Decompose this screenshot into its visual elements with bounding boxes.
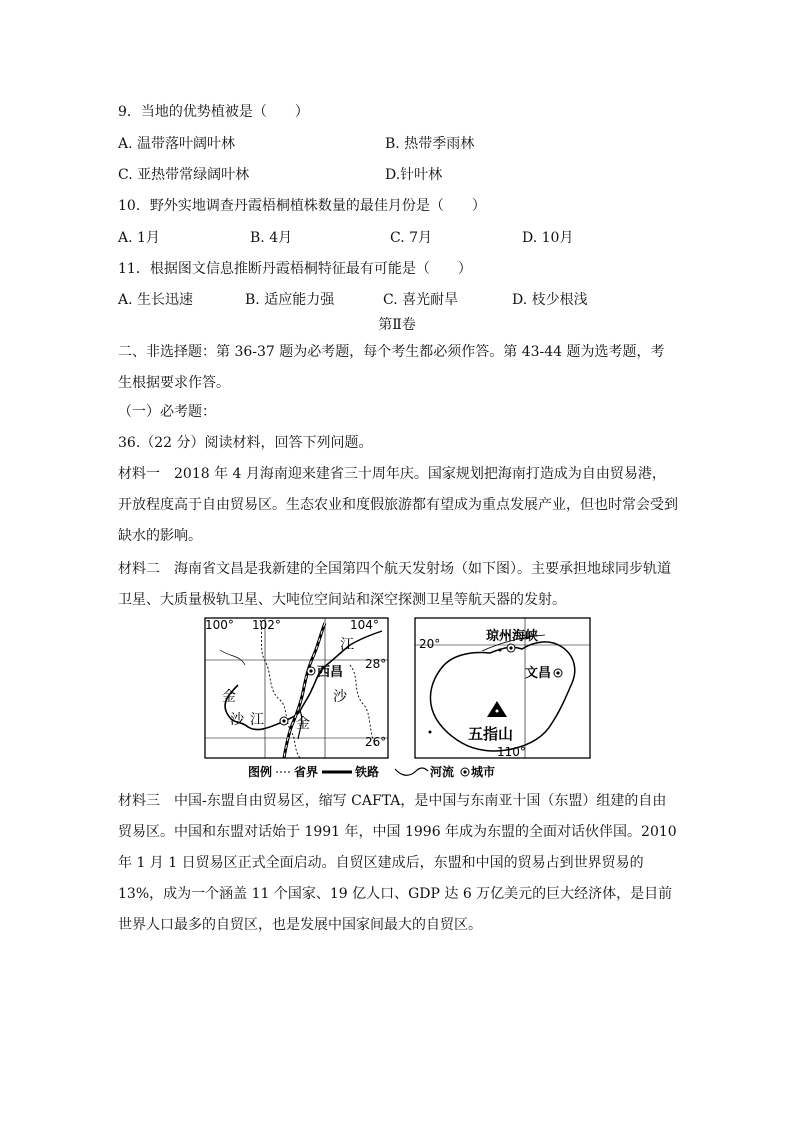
map-legend <box>248 764 495 779</box>
mountain-icon <box>487 701 507 717</box>
q9-option-d: D.针叶林 <box>385 167 443 183</box>
q11-option-a: A. 生长迅速 <box>118 292 194 308</box>
legend-railway: 铁路 <box>355 765 380 779</box>
q10-option-d: D. 10月 <box>522 230 574 246</box>
maps-figure <box>200 615 595 780</box>
section2-intro: 二、非选择题：第 36-37 题为必考题，每个考生都必须作答。第 43-44 题为选考题，考生根据要求作答。 <box>118 344 665 391</box>
volume-title: 第Ⅱ卷 <box>378 317 416 333</box>
q10-option-b: B. 4月 <box>250 230 293 246</box>
legend-boundary: 省界 <box>294 765 319 779</box>
material3-text: 中国-东盟自由贸易区，缩写 CAFTA，是中国与东南亚十国（东盟）组建的自由贸易区。中国和东盟对话始于 1991 年，中国 1996 年成为东盟的全面对话伙伴国。2010 年 1 月 1 日贸易区正式全面启动。自贸区建成后，东盟和中国的贸易占到世界贸易的 13%，成为一个涵盖 11 个国家、19 亿人口、GDP 达 6 万亿美元的巨大经济体，是目前世界人口最多的自贸区，也是发展中国家间最大的自贸区。 <box>118 793 677 933</box>
material1-label: 材料一 <box>118 466 160 482</box>
xichang-label: 西昌 <box>317 665 344 680</box>
lon-110: 110° <box>497 745 526 759</box>
lon-100: 100° <box>205 618 234 632</box>
lon-104: 104° <box>350 618 379 632</box>
river-char-sha-2: 沙 <box>230 712 244 728</box>
wenchang-label: 文昌 <box>525 666 552 681</box>
q11-stem: 11．根据图文信息推断丹霞梧桐特征最有可能是（ ） <box>118 261 472 277</box>
q10-option-a: A. 1月 <box>118 230 160 246</box>
q9-option-a: A. 温带落叶阔叶林 <box>118 136 236 152</box>
q10-option-c: C. 7月 <box>390 230 433 246</box>
material1 <box>118 459 678 552</box>
material3 <box>118 786 678 941</box>
lon-102: 102° <box>252 618 281 632</box>
q9-option-b: B. 热带季雨林 <box>385 136 475 152</box>
legend-river: 河流 <box>430 765 455 779</box>
left-map <box>205 618 388 758</box>
lat-26: 26° <box>365 735 387 749</box>
strait-label: 琼州海峡 <box>486 629 539 644</box>
material1-text: 2018 年 4 月海南迎来建省三十周年庆。国家规划把海南打造成为自由贸易港，开放程度高于自由贸易区。生态农业和度假旅游都有望成为重点发展产业，但也时常会受到缺水的影响。 <box>118 466 678 544</box>
q9-option-c: C. 亚热带常绿阔叶林 <box>118 167 250 183</box>
q11-option-d: D. 枝少根浅 <box>512 292 588 308</box>
river-char-jiang-2: 江 <box>250 712 264 728</box>
river-char-jin-1: 金 <box>222 689 236 705</box>
lat-28: 28° <box>365 657 387 671</box>
material2-text: 海南省文昌是我新建的全国第四个航天发射场（如下图）。主要承担地球同步轨道卫星、大质量极轨卫星、大吨位空间站和深空探测卫星等航天器的发射。 <box>118 561 671 608</box>
q36-stem: 36.（22 分）阅读材料，回答下列问题。 <box>118 435 373 451</box>
legend-city: 城市 <box>471 765 496 779</box>
lat-20: 20° <box>419 637 441 651</box>
river-char-jiang-1: 江 <box>340 637 354 653</box>
legend-title: 图例 <box>248 765 273 779</box>
legend-river-symbol <box>395 768 428 775</box>
q10-stem: 10．野外实地调查丹霞梧桐植株数量的最佳月份是（ ） <box>118 198 486 214</box>
required-heading: （一）必考题： <box>118 404 216 420</box>
province-boundary <box>260 620 300 758</box>
q9-stem: 9．当地的优势植被是（ ） <box>118 104 309 120</box>
wuzhishan-label: 五指山 <box>468 725 514 743</box>
q11-option-b: B. 适应能力强 <box>245 292 335 308</box>
right-map <box>415 618 590 759</box>
river-char-jin-2: 金 <box>296 716 310 732</box>
river-char-sha-1: 沙 <box>333 689 347 705</box>
q11-option-c: C. 喜光耐旱 <box>383 292 459 308</box>
material2 <box>118 554 678 616</box>
material2-label: 材料二 <box>118 561 160 577</box>
material3-label: 材料三 <box>118 793 160 809</box>
